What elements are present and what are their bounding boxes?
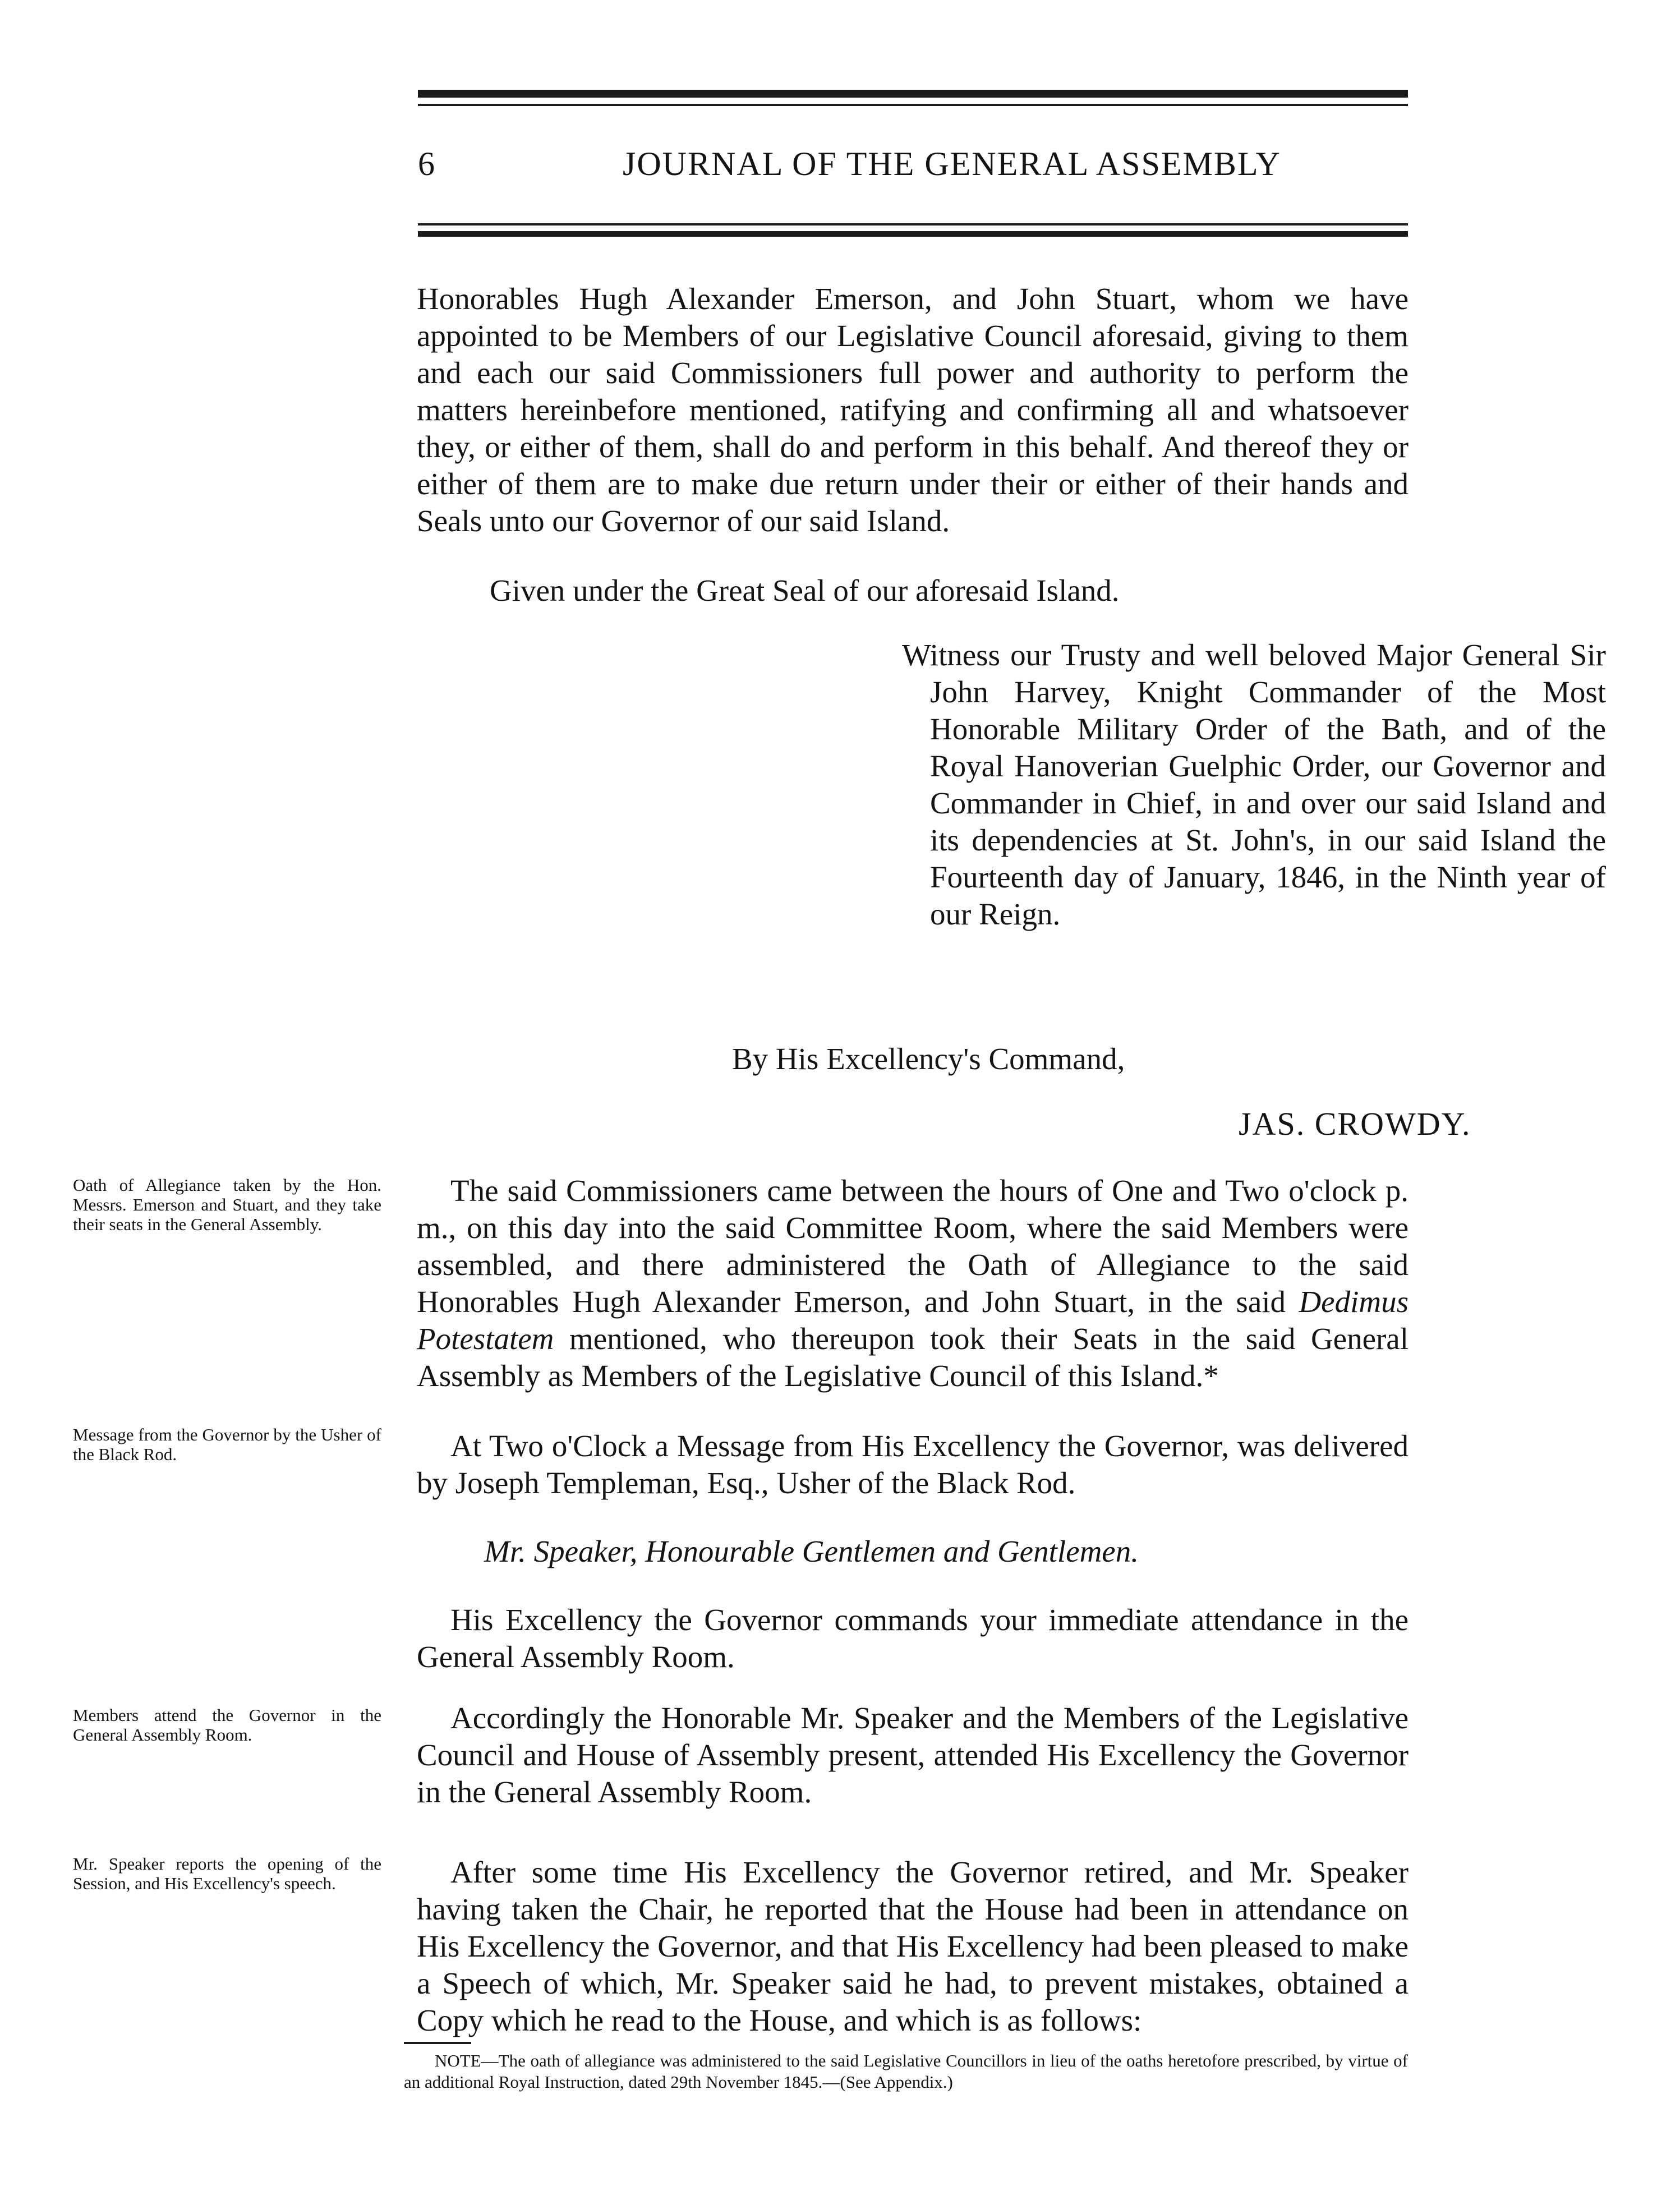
paragraph-commission-continuation: Honorables Hugh Alexander Emerson, and John Stuart, whom we have appointed to be Members of our Legislative Council aforesaid, giving to them and each our said Commissioners full power and authority to perform the matters hereinbefore mentioned, ratifying and confirming all and whatsoever they, or either of them, shall do and perform in this behalf. And thereof they or either of them are to make due return under their or either of their hands and Seals unto our Governor of our said Island. [417, 282, 1409, 538]
command-line: By His Excellency's Command, [732, 1042, 1125, 1076]
header-rule-top-thin [418, 104, 1408, 106]
header-rule-top [418, 90, 1408, 98]
paragraph-commissioners-end: mentioned, who thereupon took their Seats in the said General Assembly as Members of the Legislative Council of this Island.* [417, 1322, 1409, 1393]
sidenote-members-attend: Members attend the Governor in the General Assembly Room. [73, 1705, 381, 1745]
paragraph-commissioners-text: The said Commissioners came between the hours of One and Two o'clock p. m., on this day into the said Committee Room, where the said Members were assembled, and there administered the Oath of Allegiance to the said Honorables Hugh Alexander Emerson, and John Stuart, in the said [417, 1173, 1409, 1319]
sidenote-oath-of-allegiance: Oath of Allegiance taken by the Hon. Messrs. Emerson and Stuart, and they take their seats in the General Assembly. [73, 1175, 381, 1234]
paragraph-great-seal: Given under the Great Seal of our aforesaid Island. [490, 573, 1120, 607]
sidenote-speaker-reports: Mr. Speaker reports the opening of the Session, and His Excellency's speech. [73, 1854, 381, 1893]
dedimus-potestatem: Dedimus Potestatem [417, 1285, 1409, 1356]
paragraph-witness: Witness our Trusty and well beloved Major General Sir John Harvey, Knight Commander of the Most Honorable Military Order of the Bath, and of the Royal Hanoverian Guelphic Order, our Governor and Commander in Chief, in and over our said Island and its dependencies at St. John's, in our said Island the Fourteenth day of January, 1846, in the Ninth year of our Reign. [902, 638, 1606, 931]
salutation: Mr. Speaker, Honourable Gentlemen and Gentlemen. [484, 1534, 1139, 1568]
footnote-rule [404, 2042, 471, 2044]
paragraph-message: At Two o'Clock a Message from His Excellency the Governor, was delivered by Joseph Templeman, Esq., Usher of the Black Rod. [417, 1429, 1409, 1500]
header-rule-bottom-thin [418, 223, 1408, 225]
paragraph-speech: After some time His Excellency the Governor retired, and Mr. Speaker having taken the Chair, he reported that the House had been in attendance on His Excellency the Governor, and that His Excellency had been pleased to make a Speech of which, Mr. Speaker said he had, to prevent mistakes, obtained a Copy which he read to the House, and which is as follows: [417, 1855, 1409, 2037]
sidenote-message-governor: Message from the Governor by the Usher of the Black Rod. [73, 1425, 381, 1464]
paragraph-attendance: His Excellency the Governor commands your immediate attendance in the General Assembly Room. [417, 1603, 1409, 1674]
signature: JAS. CROWDY. [1239, 1106, 1471, 1142]
running-title: JOURNAL OF THE GENERAL ASSEMBLY [623, 145, 1281, 182]
header-rule-bottom [418, 231, 1408, 237]
paragraph-accordingly: Accordingly the Honorable Mr. Speaker and the Members of the Legislative Council and House of Assembly present, attended His Excellency the Governor in the General Assembly Room. [417, 1701, 1409, 1809]
footnote: NOTE—The oath of allegiance was administered to the said Legislative Councillors in lieu of the oaths heretofore prescribed, by virtue of an additional Royal Instruction, dated 29th November 1845.—(See Appendix.) [404, 2051, 1408, 2092]
page-number: 6 [418, 145, 436, 182]
paragraph-commissioners [417, 1172, 1409, 1394]
running-header [418, 145, 1405, 190]
